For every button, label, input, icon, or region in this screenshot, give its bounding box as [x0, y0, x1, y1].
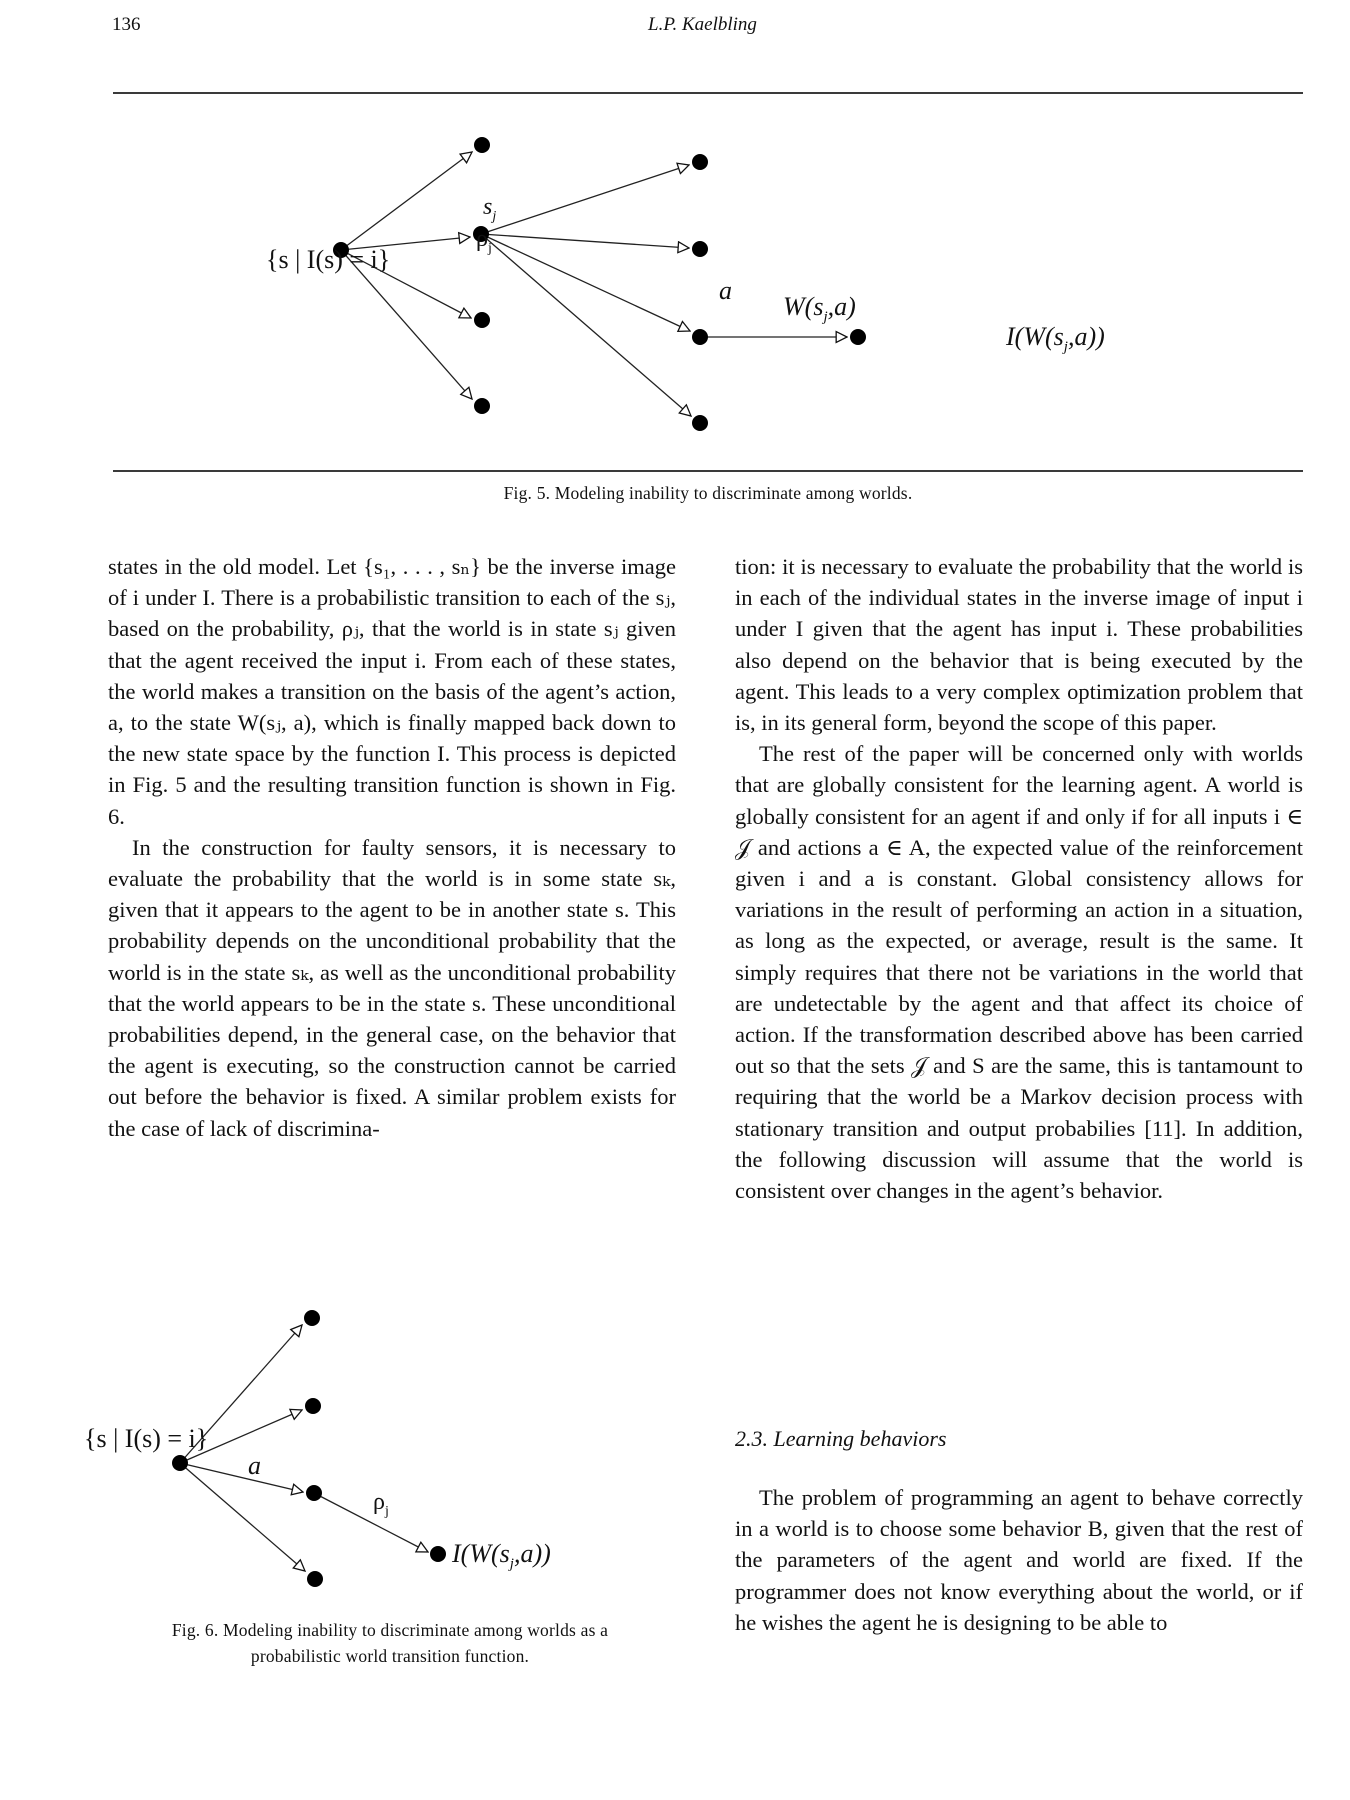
observed-label: $I(W(s_j,a))$: [1006, 322, 1105, 355]
figure-5-diagram: [0, 0, 1350, 480]
page-number: 136: [112, 14, 141, 35]
observed-node: [850, 329, 866, 345]
edge-arrow: [341, 152, 472, 250]
action-label: a: [248, 1451, 261, 1480]
state-node: [305, 1398, 321, 1414]
svg-text:sj: $s_j$: [483, 194, 497, 224]
state-node: [304, 1310, 320, 1326]
state-node: [474, 398, 490, 414]
world-node: [692, 154, 708, 170]
running-title: L.P. Kaelbling: [648, 14, 757, 35]
world-node-w: [692, 329, 708, 345]
paragraph: The problem of programming an agent to behave correctly in a world is to choose some behavior B, given that the rest of the parameters of the agent and world are fixed. If the programmer does not know everything about the world, or if he wishes the agent he is designing to be able to: [735, 1485, 1303, 1635]
rho-label: $\rho_j$: [373, 1489, 389, 1519]
observed-node: [430, 1546, 446, 1562]
state-node: [474, 312, 490, 328]
section-heading: 2.3. Learning behaviors: [735, 1426, 947, 1451]
paragraph: tion: it is necessary to evaluate the probability that the world is in each of the individual states in the inverse image of input i under I given that the agent has input i. These probabilities also depend on the behavior that is being executed by the agent. This leads to a very complex optimization problem that is, in its general form, beyond the scope of this paper.: [735, 554, 1303, 736]
world-node: [692, 415, 708, 431]
world-node: [692, 241, 708, 257]
state-node: [307, 1571, 323, 1587]
paragraph: In the construction for faulty sensors, it is necessary to evaluate the probability that the world is in some state sₖ, given that it appears to the agent to be in another state s. This probability depends on the unconditional probability that the world is in the state sₖ, as well as the unconditional probability that the world appears to be in the state s. These unconditional probabilities depend, in the general case, on the behavior that the agent is executing, so the construction cannot be carried out before the behavior is fixed. A similar problem exists for the case of lack of discrimina-: [108, 834, 676, 1141]
figure-bottom-rule: [113, 470, 1303, 472]
paragraph: states in the old model. Let {s₁, . . . , sₙ} be the inverse image of i under I. There is a probabilistic transition to each of the sⱼ, based on the probability, ρⱼ, that the world is in state sⱼ given that the agent received the input i. From each of these states, the world makes a transition on the basis of the agent’s action, a, to the state W(sⱼ, a), which is finally mapped back down to the new state space by the function I. This process is depicted in Fig. 5 and the resulting transition function is shown in Fig. 6.: [108, 554, 676, 829]
source-node: [172, 1455, 188, 1471]
figure-6-diagram: [0, 1290, 720, 1610]
figure-6-caption: Fig. 6. Modeling inability to discriminate among worlds as a probabilistic world transition function.: [171, 1620, 609, 1666]
right-column: [735, 551, 1303, 1206]
action-label: a: [719, 276, 732, 305]
right-column-section: [735, 1482, 1303, 1638]
left-column: [108, 551, 676, 1144]
observed-label: $I(W(s_j,a))$: [452, 1539, 551, 1572]
set-label: {s | I(s) = i}: [266, 245, 391, 274]
set-label: {s | I(s) = i}: [84, 1424, 209, 1453]
paragraph: The rest of the paper will be concerned only with worlds that are globally consistent for the learning agent. A world is globally consistent for an agent if and only if for all inputs i ∈ 𝒥 and actions a ∈ A, the expected value of the reinforcement given i and a is constant. Global consistency allows for variations in the result of performing an action in a situation, as long as the expected, or average, result is the same. It simply requires that there not be variations in the world that are undetectable by the agent and that affect its choice of action. If the transformation described above has been carried out so that the sets 𝒥 and S are the same, this is tantamount to requiring that the world be a Markov decision process with stationary transition and output probabilies [11]. In addition, the following discussion will assume that the world is consistent over changes in the agent’s behavior.: [735, 741, 1303, 1204]
state-node: [474, 137, 490, 153]
world-state-label: $W(s_j,a)$: [783, 292, 856, 325]
rho-label: $\rho_j$: [476, 226, 492, 256]
state-node: [306, 1485, 322, 1501]
figure-5-caption: Fig. 5. Modeling inability to discriminate among worlds.: [503, 483, 913, 503]
